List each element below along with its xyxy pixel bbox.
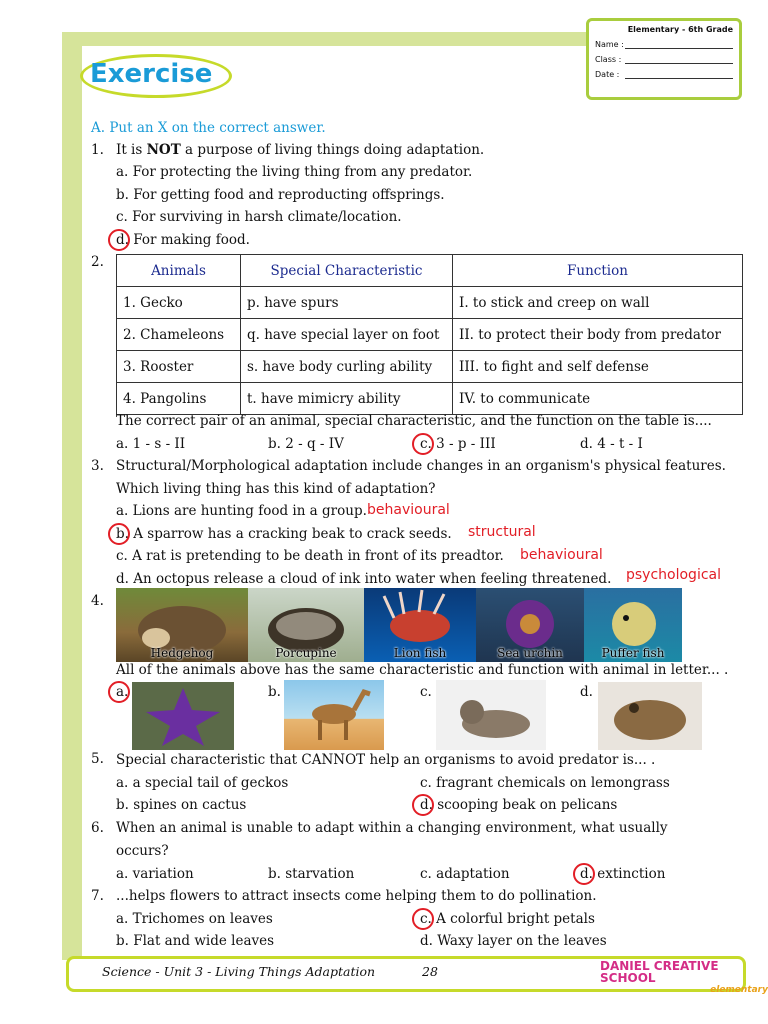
toad-photo	[598, 682, 702, 750]
page-title: Exercise	[90, 59, 213, 89]
q3-option-d[interactable]: d. An octopus release a cloud of ink into water when feeling threatened.	[116, 571, 612, 587]
answer-circle-q5	[412, 794, 434, 816]
q6-option-c[interactable]: c. adaptation	[420, 866, 510, 882]
q3-option-a[interactable]: a. Lions are hunting food in a group.	[116, 503, 367, 519]
q4-number: 4.	[91, 593, 104, 609]
q7-option-c[interactable]: c. A colorful bright petals	[420, 911, 595, 927]
q6-number: 6.	[91, 820, 104, 836]
answer-circle-q7	[412, 908, 434, 930]
q2-option-d[interactable]: d. 4 - t - I	[580, 436, 643, 452]
q3-option-b[interactable]: b. A sparrow has a cracking beak to crack seeds.	[116, 526, 452, 542]
q1-option-a[interactable]: a. For protecting the living thing from any predator.	[116, 164, 473, 180]
q3-option-c[interactable]: c. A rat is pretending to be death in front of its preadtor.	[116, 548, 504, 564]
q7-number: 7.	[91, 888, 104, 904]
left-green-bar	[62, 32, 82, 960]
q6-text-1: When an animal is unable to adapt within a changing environment, what usually	[116, 820, 668, 836]
q3-note-b: structural	[468, 524, 536, 540]
q3-note-c: behavioural	[520, 547, 603, 563]
date-row[interactable]: Date :	[595, 70, 733, 79]
answer-circle-q1	[108, 229, 130, 251]
q5-option-c[interactable]: c. fragrant chemicals on lemongrass	[420, 775, 670, 791]
puffer-fish-photo	[584, 588, 682, 662]
q3-text-1: Structural/Morphological adaptation include changes in an organism's physical features.	[116, 458, 726, 474]
q6-text-2: occurs?	[116, 843, 169, 859]
q7-option-d[interactable]: d. Waxy layer on the leaves	[420, 933, 607, 949]
table-row: 2. Chameleons q. have special layer on foot II. to protect their body from predator	[117, 319, 743, 351]
q5-option-a[interactable]: a. a special tail of geckos	[116, 775, 289, 791]
name-row[interactable]: Name :	[595, 40, 733, 49]
page-number: 28	[422, 964, 438, 979]
label-hedgehog: Hedgehog	[150, 646, 214, 660]
hedgehog-photo	[116, 588, 248, 662]
q7-text: ...helps flowers to attract insects come helping them to do pollination.	[116, 888, 597, 904]
label-sea-urchin: Sea urchin	[497, 646, 563, 660]
label-lion-fish: Lion fish	[393, 646, 447, 660]
header-function: Function	[453, 255, 743, 287]
q4-text: All of the animals above has the same characteristic and function with animal in letter... .	[116, 662, 729, 678]
q2-number: 2.	[91, 254, 104, 270]
porcupine-photo	[248, 588, 364, 662]
q3-note-d: psychological	[626, 567, 721, 583]
q2-text: The correct pair of an animal, special characteristic, and the function on the table is....	[116, 413, 712, 429]
q5-option-d[interactable]: d. scooping beak on pelicans	[420, 797, 618, 813]
table-row: 1. Gecko p. have spurs I. to stick and creep on wall	[117, 287, 743, 319]
q2-option-b[interactable]: b. 2 - q - IV	[268, 436, 344, 452]
section-a-heading: A. Put an X on the correct answer.	[91, 120, 326, 136]
q6-option-b[interactable]: b. starvation	[268, 866, 355, 882]
q4-option-b[interactable]: b.	[268, 684, 281, 700]
q1-option-d[interactable]: d. For making food.	[116, 232, 250, 248]
table-header-row	[117, 255, 743, 287]
adaptation-table	[116, 254, 743, 415]
q6-option-a[interactable]: a. variation	[116, 866, 194, 882]
q3-note-a: behavioural	[367, 502, 450, 518]
q4-option-a[interactable]: a.	[116, 684, 129, 700]
table-row: 4. Pangolins t. have mimicry ability IV. to communicate	[117, 383, 743, 415]
q1-option-c[interactable]: c. For surviving in harsh climate/location.	[116, 209, 402, 225]
q3-text-2: Which living thing has this kind of adaptation?	[116, 481, 436, 497]
q5-option-b[interactable]: b. spines on cactus	[116, 797, 247, 813]
q5-number: 5.	[91, 751, 104, 767]
cat-photo	[436, 680, 546, 750]
answer-circle-q3	[108, 523, 130, 545]
q4-option-c[interactable]: c.	[420, 684, 432, 700]
lionfish-photo	[364, 588, 476, 662]
label-puffer-fish: Puffer fish	[601, 646, 665, 660]
grade-label: Elementary - 6th Grade	[627, 25, 733, 34]
starfish-photo	[132, 682, 234, 750]
school-logo: DANIEL CREATIVE SCHOOL elementary	[600, 959, 768, 995]
table-row: 3. Rooster s. have body curling ability III. to fight and self defense	[117, 351, 743, 383]
answer-circle-q2	[412, 433, 434, 455]
q6-option-d[interactable]: d. extinction	[580, 866, 666, 882]
q3-number: 3.	[91, 458, 104, 474]
q7-option-a[interactable]: a. Trichomes on leaves	[116, 911, 273, 927]
q1-text: It is NOT a purpose of living things doing adaptation.	[116, 142, 485, 158]
q7-option-b[interactable]: b. Flat and wide leaves	[116, 933, 275, 949]
header-characteristic: Special Characteristic	[241, 255, 453, 287]
camel-photo	[284, 680, 384, 750]
answer-circle-q4	[108, 681, 130, 703]
class-row[interactable]: Class :	[595, 55, 733, 64]
q1-number: 1.	[91, 142, 104, 158]
q5-text: Special characteristic that CANNOT help an organisms to avoid predator is... .	[116, 752, 656, 768]
header-animals: Animals	[117, 255, 241, 287]
q1-option-b[interactable]: b. For getting food and reproducting offsprings.	[116, 187, 445, 203]
q2-option-c[interactable]: c. 3 - p - III	[420, 436, 496, 452]
top-green-band	[62, 32, 586, 46]
footer-unit-title: Science - Unit 3 - Living Things Adaptation	[102, 964, 376, 979]
q2-option-a[interactable]: a. 1 - s - II	[116, 436, 186, 452]
sea-urchin-photo	[476, 588, 584, 662]
label-porcupine: Porcupine	[275, 646, 337, 660]
q4-option-d[interactable]: d.	[580, 684, 593, 700]
answer-circle-q6	[573, 863, 595, 885]
student-info-box	[586, 18, 742, 100]
